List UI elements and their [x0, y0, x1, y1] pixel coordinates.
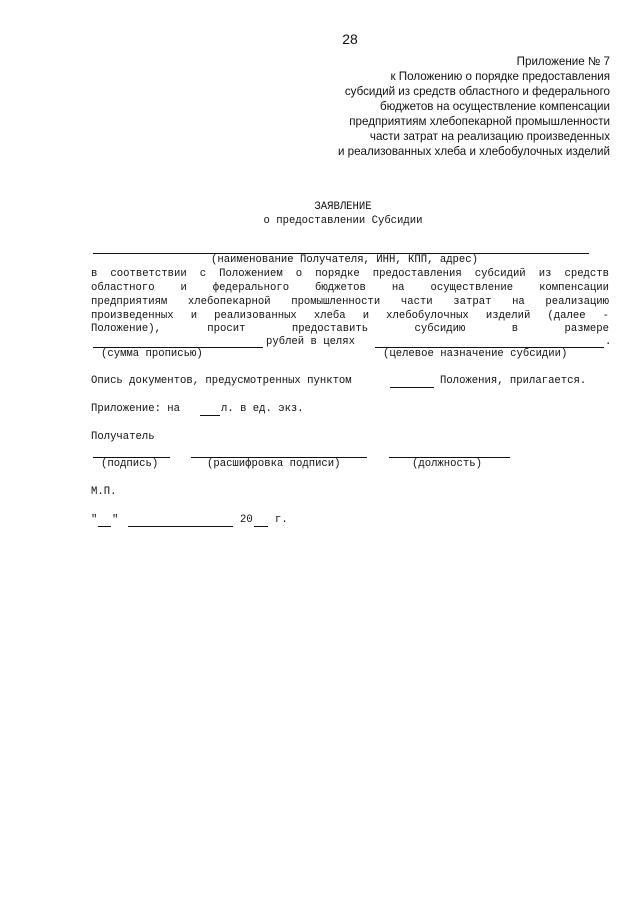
appendix-line-6: части затрат на реализацию произведенных	[369, 130, 610, 143]
documents-item-blank[interactable]	[390, 387, 434, 388]
decryption-caption: (расшифровка подписи)	[207, 458, 341, 470]
documents-text-after: Положения, прилагается.	[440, 375, 587, 387]
documents-text-before: Опись документов, предусмотренных пунктом	[91, 375, 352, 387]
purpose-caption: (целевое назначение субсидии)	[383, 348, 568, 360]
body-line-2: областного и федерального бюджетов на осуществление компенсации	[91, 282, 609, 294]
position-caption: (должность)	[412, 458, 482, 470]
document-title: ЗАЯВЛЕНИЕ	[314, 201, 372, 213]
appendix-line-3: субсидий из средств областного и федерального	[344, 85, 610, 98]
body-line-1: в соответствии с Положением о порядке предоставления субсидий из средств	[91, 268, 609, 280]
document-subtitle: о предоставлении Субсидии	[263, 215, 423, 227]
attachment-text-before: Приложение: на	[91, 403, 181, 415]
appendix-line-4: бюджетов на осуществление компенсации	[380, 100, 610, 113]
stamp-label: М.П.	[91, 486, 117, 498]
date-quote-close: "	[112, 514, 119, 526]
date-suffix: г.	[275, 514, 288, 526]
body-line-4: произведенных и реализованных хлеба и хлебобулочных изделий (далее -	[91, 310, 609, 322]
appendix-line-2: к Положению о порядке предоставления	[390, 70, 610, 83]
date-year-prefix: 20	[240, 514, 253, 526]
attachment-text-after: л. в ед. экз.	[221, 403, 304, 415]
recipient-label: Получатель	[91, 431, 155, 443]
amount-caption: (сумма прописью)	[101, 348, 203, 360]
amount-end-dot: .	[605, 336, 612, 348]
signature-caption: (подпись)	[101, 458, 159, 470]
page-number: 28	[342, 31, 358, 47]
body-line-3: предприятиям хлебопекарной промышленности части затрат на реализацию	[91, 296, 609, 308]
body-line-5: Положение), просит предоставить субсидию в размере	[91, 323, 609, 335]
appendix-line-7: и реализованных хлеба и хлебобулочных изделий	[337, 145, 610, 158]
recipient-caption: (наименование Получателя, ИНН, КПП, адрес)	[210, 254, 478, 266]
attachment-pages-blank[interactable]	[200, 415, 220, 416]
amount-mid-text: рублей в целях	[266, 336, 356, 348]
appendix-line-5: предприятиям хлебопекарной промышленности	[349, 115, 610, 128]
date-month-blank[interactable]	[128, 526, 233, 527]
date-quote-open: "	[91, 514, 98, 526]
date-year-blank[interactable]	[254, 526, 268, 527]
date-day-blank[interactable]	[98, 526, 111, 527]
appendix-line-1: Приложение № 7	[516, 55, 610, 68]
